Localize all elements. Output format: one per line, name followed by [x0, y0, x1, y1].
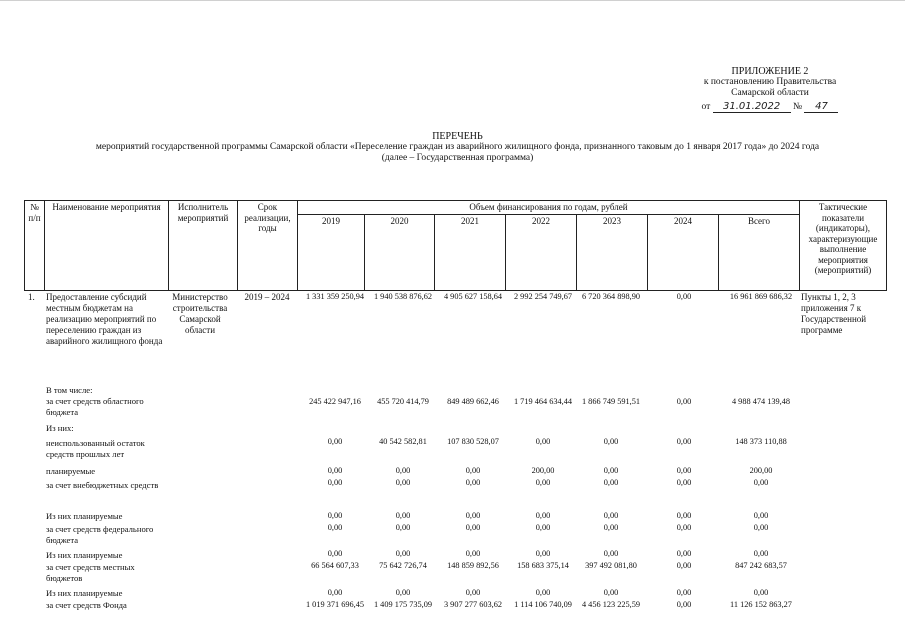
label-unused: неиспользованный остаток средств прошлых лет: [46, 438, 145, 459]
fund-value: 0,00: [676, 600, 692, 609]
row1-value: 16 961 869 686,32: [729, 292, 793, 301]
row1-exec: Министерство строительства Самарской области: [172, 292, 228, 335]
row1-indicators: Пункты 1, 2, 3 приложения 7 к Государственной программе: [801, 292, 867, 335]
regional-value: 849 489 662,46: [447, 397, 499, 406]
of-them-planned-3-value: 0,00: [465, 588, 481, 597]
fund-value: 1 409 175 735,09: [373, 600, 433, 609]
document-heading: [60, 131, 855, 164]
of-them-planned-1-value: 0,00: [327, 511, 343, 520]
year-header: 2020: [365, 214, 435, 290]
of-them-planned-2-value: 0,00: [753, 549, 769, 558]
offbudget-value: 0,00: [327, 478, 343, 487]
heading-title: ПЕРЕЧЕНЬ: [432, 131, 483, 142]
planned-value: 200,00: [531, 466, 555, 475]
row1-value: 4 905 627 158,64: [443, 292, 503, 301]
regional-value: 245 422 947,16: [309, 397, 361, 406]
row1-value: 2 992 254 749,67: [513, 292, 573, 301]
date-value: 31.01.2022: [713, 101, 791, 113]
of-them-planned-2-value: 0,00: [676, 549, 692, 558]
row1-term: 2019 – 2024: [244, 292, 290, 302]
local-value: 158 683 375,14: [517, 561, 569, 570]
year-header: 2023: [577, 214, 648, 290]
regional-value: 455 720 414,79: [377, 397, 429, 406]
of-them-planned-3-value: 0,00: [535, 588, 551, 597]
unused-value: 0,00: [603, 437, 619, 446]
local-value: 148 859 892,56: [447, 561, 499, 570]
label-offbudget: за счет внебюджетных средств: [46, 480, 159, 490]
of-them-planned-2-value: 0,00: [535, 549, 551, 558]
federal-value: 0,00: [395, 523, 411, 532]
of-them-planned-3-value: 0,00: [753, 588, 769, 597]
of-them-planned-3-value: 0,00: [676, 588, 692, 597]
of-them-planned-1-value: 0,00: [753, 511, 769, 520]
appendix-date-line: [690, 101, 850, 113]
local-value: 397 492 081,80: [585, 561, 637, 570]
local-value: 66 564 607,33: [311, 561, 359, 570]
offbudget-value: 0,00: [603, 478, 619, 487]
heading-line2: (далее – Государственная программа): [381, 153, 534, 163]
offbudget-value: 0,00: [465, 478, 481, 487]
label-of-them: Из них:: [46, 423, 74, 433]
federal-value: 0,00: [603, 523, 619, 532]
planned-value: 0,00: [603, 466, 619, 475]
col-term-header: Срок реализации, годы: [238, 201, 298, 291]
unused-value: 148 373 110,88: [735, 437, 787, 446]
of-them-planned-1-value: 0,00: [465, 511, 481, 520]
label-local: за счет средств местных бюджетов: [46, 562, 135, 583]
date-prefix: от: [701, 102, 711, 112]
label-fund: за счет средств Фонда: [46, 600, 127, 610]
appendix-line1: к постановлению Правительства: [703, 77, 837, 87]
measures-table: [24, 200, 887, 291]
row1-num: 1.: [28, 292, 35, 302]
appendix-title: ПРИЛОЖЕНИЕ 2: [731, 66, 809, 77]
row1-value: 0,00: [676, 292, 692, 301]
planned-value: 0,00: [465, 466, 481, 475]
col-fin-header: Объем финансирования по годам, рублей: [298, 201, 800, 215]
offbudget-value: 0,00: [535, 478, 551, 487]
label-planned: планируемые: [46, 466, 96, 476]
of-them-planned-1-value: 0,00: [535, 511, 551, 520]
label-of-them-planned-1: Из них планируемые: [46, 511, 123, 521]
unused-value: 107 830 528,07: [447, 437, 499, 446]
num-prefix: №: [793, 102, 803, 112]
of-them-planned-3-value: 0,00: [327, 588, 343, 597]
year-header: 2024: [648, 214, 719, 290]
federal-value: 0,00: [327, 523, 343, 532]
label-in-that: В том числе:: [46, 385, 93, 395]
federal-value: 0,00: [753, 523, 769, 532]
row1-value: 1 331 359 250,94: [305, 292, 365, 301]
fund-value: 3 907 277 603,62: [443, 600, 503, 609]
label-of-them-planned-2: Из них планируемые: [46, 550, 123, 560]
row1-name: Предоставление субсидий местным бюджетам на реализацию мероприятий по переселению граждан из аварийного жилищного фонда: [46, 292, 163, 346]
appendix-line2: Самарской области: [731, 88, 809, 98]
year-header: 2021: [435, 214, 506, 290]
scan-edge: [0, 0, 905, 1]
unused-value: 40 542 582,81: [379, 437, 427, 446]
col-num-header: № п/п: [25, 201, 45, 291]
heading-line1: мероприятий государственной программы Самарской области «Переселение граждан из аварийного жилищного фонда, признанного таковым до 1 января 2017 года» до 2024 года: [95, 142, 820, 152]
fund-value: 11 126 152 863,27: [730, 600, 792, 609]
offbudget-value: 0,00: [676, 478, 692, 487]
label-federal: за счет средств федерального бюджета: [46, 524, 154, 545]
label-regional: за счет средств областного бюджета: [46, 396, 144, 417]
planned-value: 0,00: [676, 466, 692, 475]
unused-value: 0,00: [327, 437, 343, 446]
of-them-planned-3-value: 0,00: [395, 588, 411, 597]
fund-value: 1 114 106 740,09: [514, 600, 572, 609]
unused-value: 0,00: [676, 437, 692, 446]
of-them-planned-2-value: 0,00: [327, 549, 343, 558]
col-exec-header: Исполнитель мероприятий: [169, 201, 238, 291]
of-them-planned-2-value: 0,00: [603, 549, 619, 558]
of-them-planned-1-value: 0,00: [395, 511, 411, 520]
row1-value: 6 720 364 898,90: [581, 292, 641, 301]
year-header: Всего: [719, 214, 800, 290]
offbudget-value: 0,00: [395, 478, 411, 487]
year-header: 2019: [298, 214, 365, 290]
regional-value: 4 988 474 139,48: [731, 397, 791, 406]
row1-value: 1 940 538 876,62: [373, 292, 433, 301]
col-name-header: Наименование мероприятия: [45, 201, 169, 291]
local-value: 847 242 683,57: [735, 561, 787, 570]
regional-value: 1 866 749 591,51: [581, 397, 641, 406]
fund-value: 1 019 371 696,45: [305, 600, 365, 609]
regional-value: 0,00: [676, 397, 692, 406]
label-of-them-planned-3: Из них планируемые: [46, 588, 123, 598]
fund-value: 4 456 123 225,59: [581, 600, 641, 609]
local-value: 0,00: [676, 561, 692, 570]
of-them-planned-2-value: 0,00: [395, 549, 411, 558]
of-them-planned-1-value: 0,00: [676, 511, 692, 520]
col-ind-header: Тактические показатели (индикаторы), характеризующие выполнение мероприятия (мероприятий): [800, 201, 887, 291]
regional-value: 1 719 464 634,44: [513, 397, 573, 406]
planned-value: 0,00: [327, 466, 343, 475]
planned-value: 0,00: [395, 466, 411, 475]
planned-value: 200,00: [749, 466, 773, 475]
unused-value: 0,00: [535, 437, 551, 446]
federal-value: 0,00: [465, 523, 481, 532]
year-header: 2022: [506, 214, 577, 290]
appendix-block: [690, 66, 850, 113]
local-value: 75 642 726,74: [379, 561, 427, 570]
num-value: 47: [804, 101, 838, 113]
of-them-planned-1-value: 0,00: [603, 511, 619, 520]
federal-value: 0,00: [676, 523, 692, 532]
federal-value: 0,00: [535, 523, 551, 532]
of-them-planned-2-value: 0,00: [465, 549, 481, 558]
offbudget-value: 0,00: [753, 478, 769, 487]
of-them-planned-3-value: 0,00: [603, 588, 619, 597]
